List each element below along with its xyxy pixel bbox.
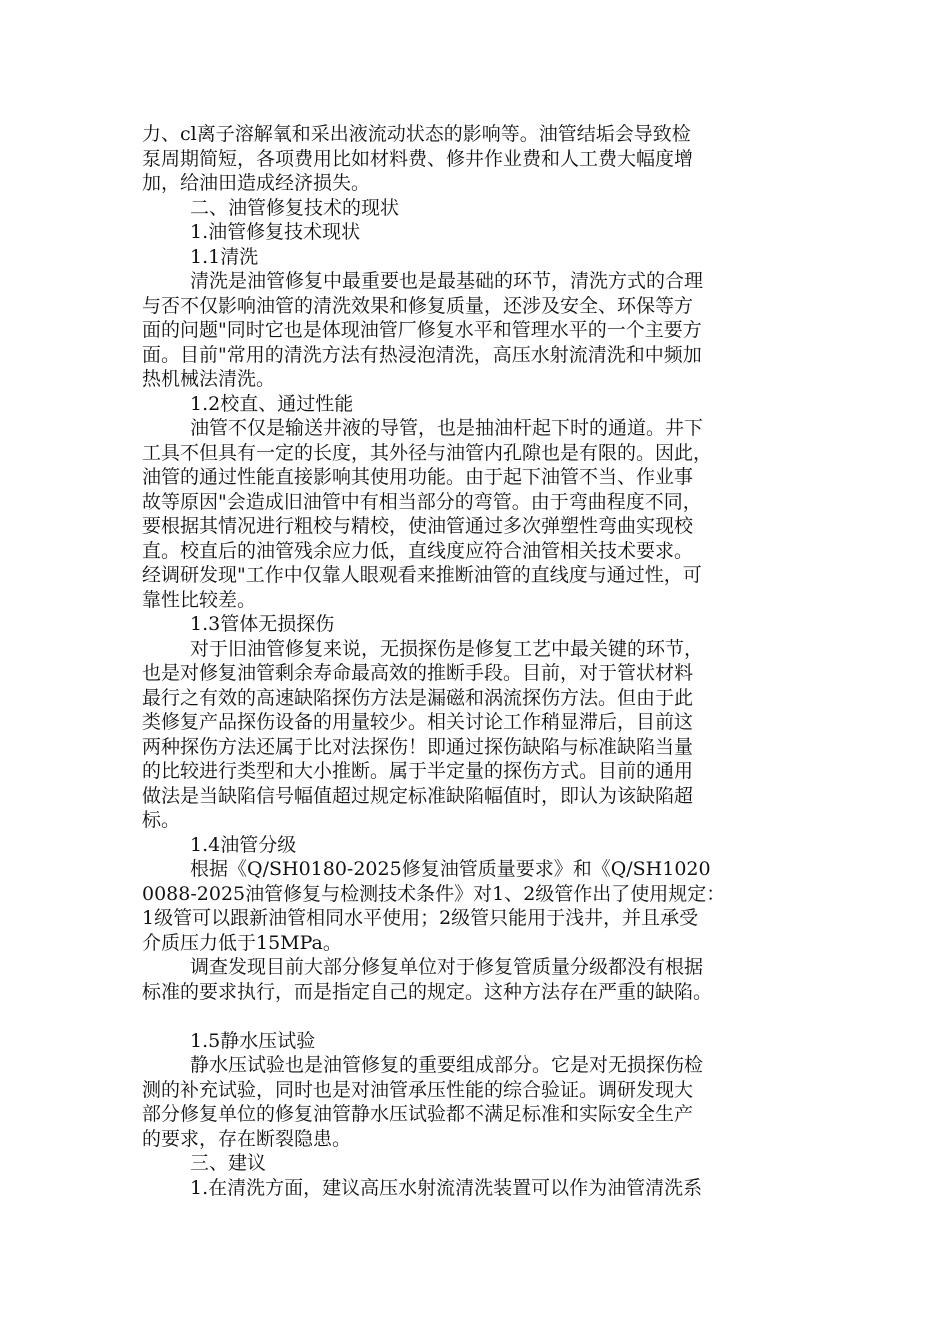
text-line: 1.3管体无损探伤: [190, 613, 335, 635]
text-line: 泵周期简短，各项费用比如材料费、修井作业费和人工费大幅度增: [142, 147, 694, 170]
text-line: 调查发现目前大部分修复单位对于修复管质量分级都没有根据: [190, 956, 704, 978]
text-line: 清洗是油管修复中最重要也是最基础的环节，清洗方式的合理: [190, 270, 704, 292]
text-line: 直。校直后的油管残余应力低，直线度应符合油管相关技术要求。: [142, 539, 694, 562]
text-line: 与否不仅影响油管的清洗效果和修复质量，还涉及安全、环保等方: [142, 294, 694, 317]
text-line: 的比较进行类型和大小推断。属于半定量的探伤方式。目前的通用: [142, 760, 694, 782]
text-line: 部分修复单位的修复油管静水压试验都不满足标准和实际安全生产: [142, 1103, 694, 1125]
text-line: 静水压试验也是油管修复的重要组成部分。它是对无损探伤检: [190, 1054, 704, 1076]
text-line: 故等原因"会造成旧油管中有相当部分的弯管。由于弯曲程度不同，: [142, 490, 702, 513]
text-line: 的要求，存在断裂隐患。: [142, 1127, 352, 1150]
text-line: 三、建议: [190, 1152, 267, 1174]
text-line: 油管不仅是输送井液的导管，也是抽油杆起下时的通道。井下: [190, 417, 704, 439]
text-line: 1.油管修复技术现状: [190, 221, 361, 243]
text-line: 做法是当缺陷信号幅值超过规定标准缺陷幅值时，即认为该缺陷超: [142, 784, 694, 807]
text-line: 根据《Q/SH0180-2025修复油管质量要求》和《Q/SH1020: [190, 858, 711, 880]
text-line: 工具不但具有一定的长度，其外径与油管内孔隙也是有限的。因此，: [142, 441, 713, 464]
text-line: 也是对修复油管剩余寿命最高效的推断手段。目前，对于管状材料: [142, 662, 694, 684]
text-line: 测的补充试验，同时也是对油管承压性能的综合验证。调研发现大: [142, 1078, 694, 1101]
text-line: 1.在清洗方面，建议高压水射流清洗装置可以作为油管清洗系: [190, 1176, 703, 1199]
document-body: [142, 122, 812, 1200]
text-line: 1.5静水压试验: [190, 1029, 316, 1052]
text-line: 标。: [142, 809, 181, 831]
blank-line: [142, 1004, 812, 1029]
text-line: 二、油管修复技术的现状: [190, 196, 400, 219]
text-line: 对于旧油管修复来说，无损探伤是修复工艺中最关键的环节，: [190, 637, 704, 660]
text-line: 标准的要求执行，而是指定自己的规定。这种方法存在严重的缺陷。: [142, 980, 713, 1003]
text-line: 介质压力低于15MPa。: [142, 931, 342, 954]
text-line: 加，给油田造成经济损失。: [142, 172, 371, 194]
text-line: 热机械法清洗。: [142, 368, 276, 390]
text-line: 0088-2025油管修复与检测技术条件》对1、2级管作出了使用规定：: [142, 882, 726, 905]
text-line: 1.4油管分级: [190, 833, 297, 856]
text-line: 最行之有效的高速缺陷探伤方法是漏磁和涡流探伤方法。但由于此: [142, 686, 694, 709]
text-line: 两种探伤方法还属于比对法探伤！即通过探伤缺陷与标准缺陷当量: [142, 735, 694, 758]
text-line: 油管的通过性能直接影响其使用功能。由于起下油管不当、作业事: [142, 466, 694, 488]
text-line: 靠性比较差。: [142, 588, 257, 611]
text-line: 力、cl离子溶解氧和采出液流动状态的影响等。油管结垢会导致检: [142, 123, 691, 145]
text-line: 1.2校直、通过性能: [190, 392, 354, 415]
text-line: 1.1清洗: [190, 245, 259, 268]
text-line: 面的问题"同时它也是体现油管厂修复水平和管理水平的一个主要方: [142, 319, 702, 341]
text-line: 面。目前"常用的清洗方法有热浸泡清洗，高压水射流清洗和中频加: [142, 343, 702, 366]
text-line: 经调研发现"工作中仅靠人眼观看来推断油管的直线度与通过性，可: [142, 564, 702, 586]
text-line: 1级管可以跟新油管相同水平使用；2级管只能用于浅井，并且承受: [142, 907, 699, 929]
text-line: 类修复产品探伤设备的用量较少。相关讨论工作稍显滞后，目前这: [142, 711, 694, 733]
text-line: 要根据其情况进行粗校与精校，使油管通过多次弹塑性弯曲实现校: [142, 515, 694, 537]
